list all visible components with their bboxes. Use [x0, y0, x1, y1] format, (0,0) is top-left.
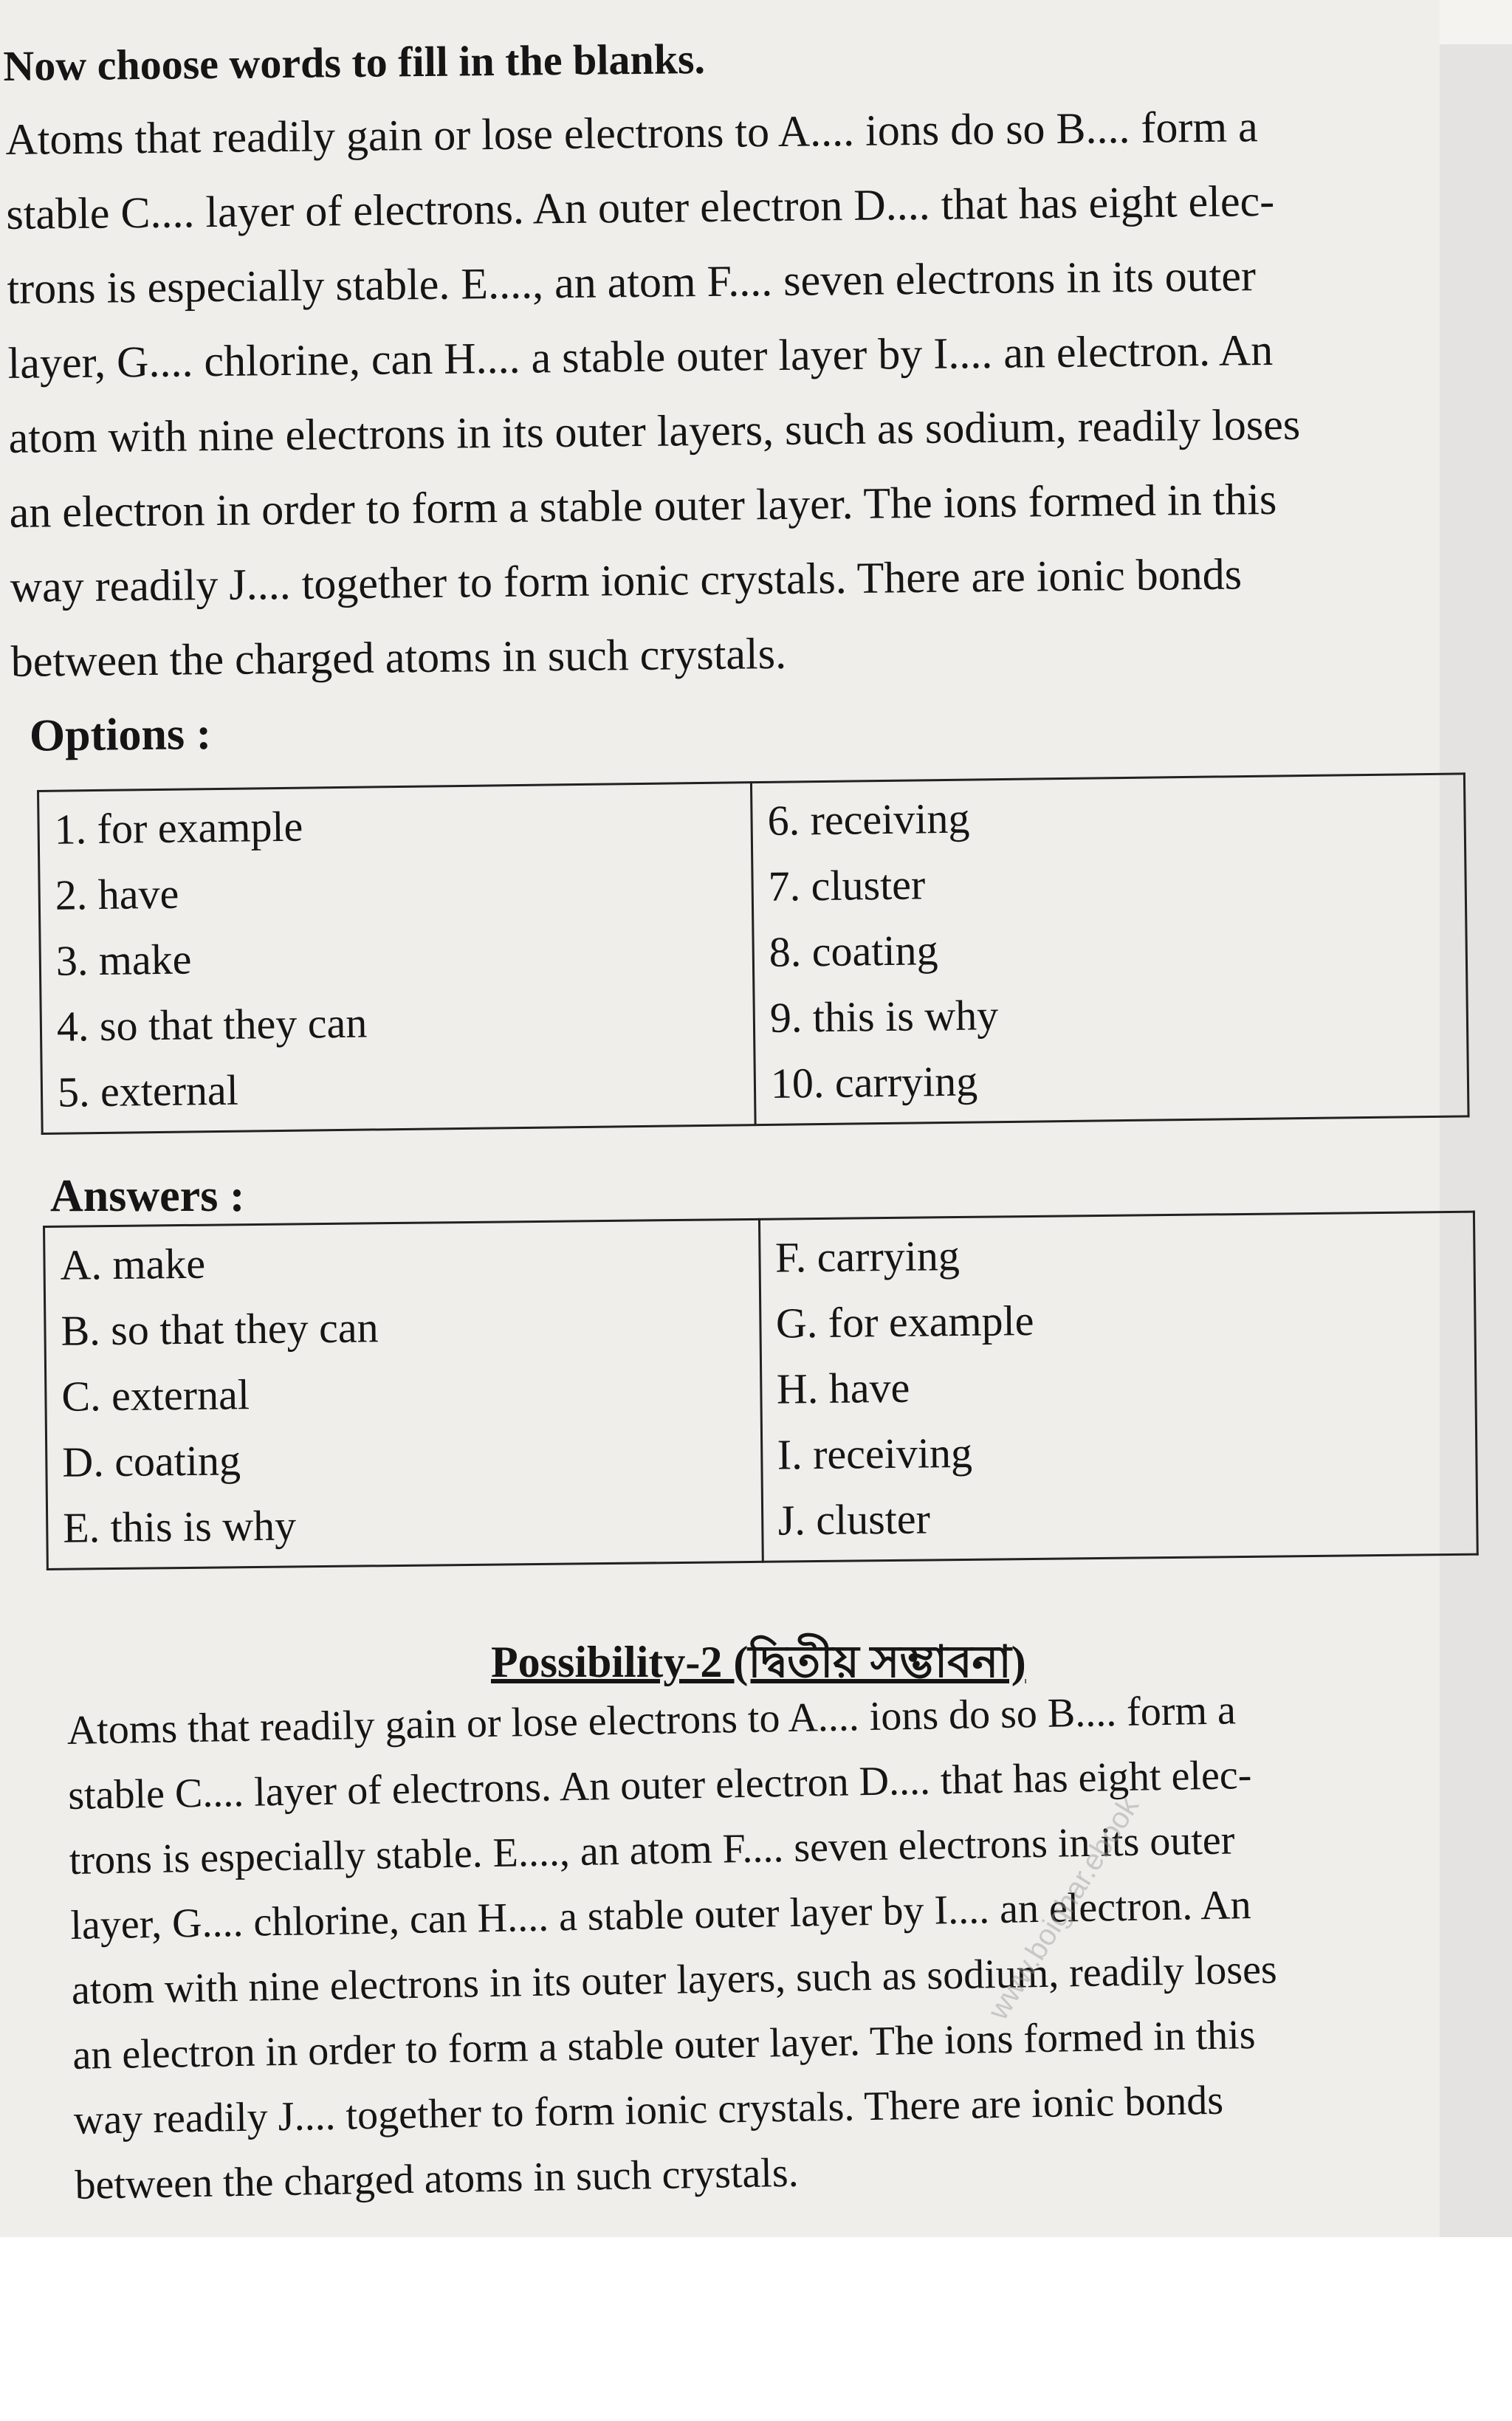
passage-line: way readily J.... together to form ionic crystals. There are ionic bonds [10, 549, 1243, 611]
possibility-passage [66, 1673, 1504, 2218]
passage-line: trons is especially stable. E...., an atom F.... seven electrons in its outer [7, 251, 1257, 313]
option-item: 1. for example [54, 802, 303, 854]
options-left-column [38, 783, 756, 1134]
answer-item: F. carrying [774, 1231, 961, 1282]
answer-item: J. cluster [777, 1494, 931, 1545]
option-item: 10. carrying [770, 1057, 978, 1108]
answer-item: E. this is why [62, 1501, 297, 1552]
option-item: 3. make [55, 935, 192, 985]
options-table [37, 772, 1474, 1135]
answers-left-column [44, 1219, 763, 1569]
option-item: 4. so that they can [56, 998, 368, 1051]
option-item: 5. external [57, 1065, 239, 1116]
answer-item: A. make [60, 1239, 206, 1289]
option-item: 7. cluster [768, 860, 926, 910]
passage-line: layer, G.... chlorine, can H.... a stable outer layer by I.... an electron. An [69, 1882, 1252, 1948]
passage-line: way readily J.... together to form ionic crystals. There are ionic bonds [73, 2077, 1224, 2143]
passage-line: trons is especially stable. E...., an atom F.... seven electrons in its outer [69, 1817, 1235, 1883]
answers-label-container [22, 1167, 244, 1226]
passage [1, 88, 1443, 699]
answers-label: Answers : [50, 1171, 245, 1221]
passage-line: between the charged atoms in such crystals. [74, 2149, 800, 2208]
passage-line: Atoms that readily gain or lose electrons to A.... ions do so B.... form a [5, 102, 1259, 164]
passage-line: stable C.... layer of electrons. An outer electron D.... that has eight elec- [67, 1752, 1252, 1819]
answer-item: I. receiving [777, 1428, 973, 1479]
option-item: 2. have [55, 869, 179, 919]
answers-right-column [759, 1212, 1477, 1562]
answer-item: D. coating [62, 1436, 241, 1486]
passage-line: between the charged atoms in such crystals. [10, 628, 787, 686]
option-item: 9. this is why [769, 991, 999, 1042]
options-label: Options : [29, 709, 212, 761]
options-right-column [751, 774, 1468, 1125]
exercise-section [0, 26, 1443, 766]
answers-table [43, 1211, 1482, 1570]
passage-line: layer, G.... chlorine, can H.... a stable outer layer by I.... an electron. An [7, 325, 1274, 388]
answer-item: C. external [61, 1370, 250, 1421]
option-item: 6. receiving [767, 794, 970, 845]
passage-line: atom with nine electrons in its outer layers, such as sodium, readily loses [71, 1946, 1278, 2013]
answer-item: B. so that they can [61, 1303, 379, 1355]
passage-line: stable C.... layer of electrons. An outer electron D.... that has eight elec- [6, 176, 1275, 238]
blank-area [0, 2237, 1512, 2421]
passage-line: an electron in order to form a stable outer layer. The ions formed in this [9, 474, 1277, 537]
passage-line: an electron in order to form a stable outer layer. The ions formed in this [72, 2011, 1257, 2078]
instruction-heading: Now choose words to fill in the blanks. [3, 35, 706, 90]
passage-line: atom with nine electrons in its outer layers, such as sodium, readily loses [8, 399, 1301, 462]
passage-line: Atoms that readily gain or lose electrons to A.... ions do so B.... form a [66, 1687, 1237, 1754]
answer-item: H. have [776, 1363, 910, 1413]
possibility-heading: Possibility-2 (দ্বিতীয় সম্ভাবনা) [491, 1638, 1026, 1686]
option-item: 8. coating [769, 926, 938, 976]
watermark-text: www.boighar.ebook [982, 1790, 1146, 2026]
answer-item: G. for example [775, 1296, 1034, 1347]
